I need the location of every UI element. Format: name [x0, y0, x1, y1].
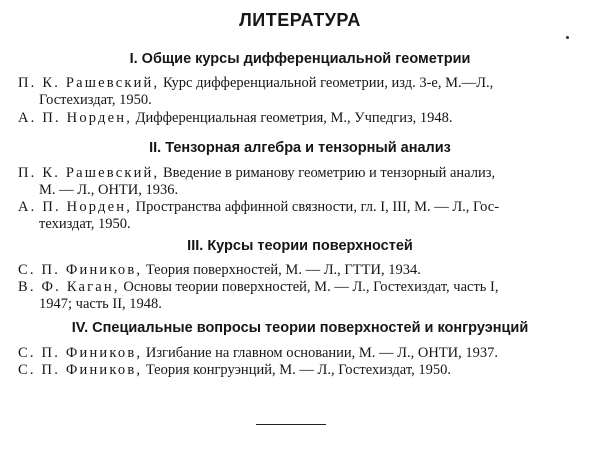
entry-author: А. П. Норден,	[18, 110, 133, 126]
entry-text-continued: Гостехиздат, 1950.	[39, 92, 152, 108]
entry-author: С. П. Фиников,	[18, 362, 143, 378]
entry-text-continued: М. — Л., ОНТИ, 1936.	[39, 182, 179, 198]
bibliography-entry	[18, 262, 590, 279]
page-title: ЛИТЕРАТУРА	[239, 10, 361, 30]
entry-text: Введение в риманову геометрию и тензорный анализ,	[162, 165, 496, 181]
bibliography-entry	[18, 279, 590, 313]
section-heading-4: IV. Специальные вопросы теории поверхностей и конгруэнций	[71, 320, 529, 336]
entry-text: Пространства аффинной связности, гл. I, III, М. — Л., Гос-	[135, 199, 500, 215]
section-heading-2: II. Тензорная алгебра и тензорный анализ	[149, 140, 451, 156]
entry-text: Основы теории поверхностей, М. — Л., Гостехиздат, часть I,	[123, 279, 499, 295]
entry-author: С. П. Фиников,	[18, 262, 143, 278]
bibliography-entry	[18, 362, 590, 379]
entry-text: Теория конгруэнций, М. — Л., Гостехиздат, 1950.	[145, 362, 451, 378]
bibliography-entry	[18, 345, 590, 362]
entry-text-continued: 1947; часть II, 1948.	[39, 296, 162, 312]
bibliography-entry	[18, 75, 590, 109]
bibliography-entry	[18, 110, 590, 127]
entry-text: Изгибание на главном основании, М. — Л., ОНТИ, 1937.	[145, 345, 499, 361]
entry-text: Теория поверхностей, М. — Л., ГТТИ, 1934.	[145, 262, 421, 278]
entry-text-continued: техиздат, 1950.	[39, 216, 131, 232]
entry-text: Дифференциальная геометрия, М., Учпедгиз, 1948.	[135, 110, 453, 126]
entry-author: А. П. Норден,	[18, 199, 133, 215]
bibliography-entry	[18, 199, 590, 233]
entry-author: П. К. Рашевский,	[18, 165, 160, 181]
section-heading-3: III. Курсы теории поверхностей	[187, 238, 413, 254]
closing-rule	[256, 424, 326, 425]
print-speck	[566, 36, 569, 39]
bibliography-entry	[18, 165, 590, 199]
entry-author: П. К. Рашевский,	[18, 75, 160, 91]
entry-author: С. П. Фиников,	[18, 345, 143, 361]
entry-author: В. Ф. Каган,	[18, 279, 120, 295]
entry-text: Курс дифференциальной геометрии, изд. 3-е, М.—Л.,	[162, 75, 494, 91]
section-heading-1: I. Общие курсы дифференциальной геометрии	[129, 51, 471, 67]
